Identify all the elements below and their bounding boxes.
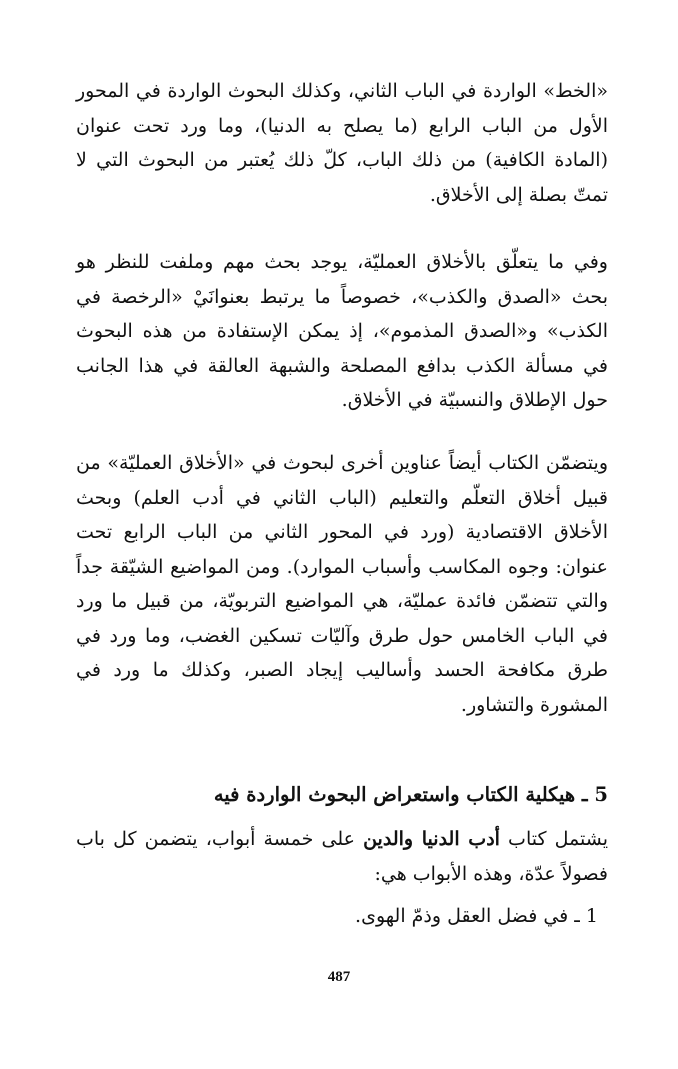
book-title: أدب الدنيا والدين — [363, 828, 500, 850]
list-item-text: ـ في فضل العقل وذمّ الهوى. — [355, 905, 586, 927]
list-item — [76, 900, 598, 932]
paragraph-2: وفي ما يتعلّق بالأخلاق العمليّة، يوجد بحث مهم وملفت للنظر هو بحث «الصدق والكذب»، خصوصاً ما يرتبط بعنوانَيْ «الرخصة في الكذب» و«الصدق المذموم»، إذ يمكن الإستفادة من هذه البحوث في مسألة الكذب بدافع المصلحة والشبهة العالقة في هذا الجانب حول الإطلاق والنسبيّة في الأخلاق. — [76, 251, 608, 411]
paragraph-4-rest: على خمسة أبواب، يتضمن كل باب فصولاً عدّة، وهذه الأبواب هي: — [76, 828, 608, 885]
section-heading: 5 ـ هيكلية الكتاب واستعراض البحوث الواردة فيه — [213, 783, 608, 807]
paragraph-4-intro: يشتمل كتاب — [499, 828, 608, 850]
page-number: 487 — [327, 969, 351, 985]
paragraph-1: «الخط» الواردة في الباب الثاني، وكذلك البحوث الواردة في المحور الأول من الباب الرابع (ما يصلح به الدنيا)، وما ورد تحت عنوان (المادة الكافية) من ذلك الباب، كلّ ذلك يُعتبر من البحوث التي لا تمتّ بصلة إلى الأخلاق. — [76, 80, 608, 206]
paragraph-4 — [76, 822, 608, 891]
paragraph-3: ويتضمّن الكتاب أيضاً عناوين أخرى لبحوث في «الأخلاق العمليّة» من قبيل أخلاق التعلّم والتعليم (الباب الثاني في أدب العلم) وبحث الأخلاق الاقتصادية (ورد في المحور الثاني من الباب الرابع تحت عنوان: وجوه المكاسب وأسباب الموارد). ومن المواضيع الشيّقة جداً والتي تتضمّن فائدة عمليّة، هي المواضيع التربويّة، من قبيل ما ورد في الباب الخامس حول طرق وآليّات تسكين الغضب، وما ورد في طرق مكافحة الحسد وأساليب إيجاد الصبر، وكذلك ما ورد في المشورة والتشاور. — [76, 452, 608, 716]
list-item-number: 1 — [585, 905, 598, 927]
